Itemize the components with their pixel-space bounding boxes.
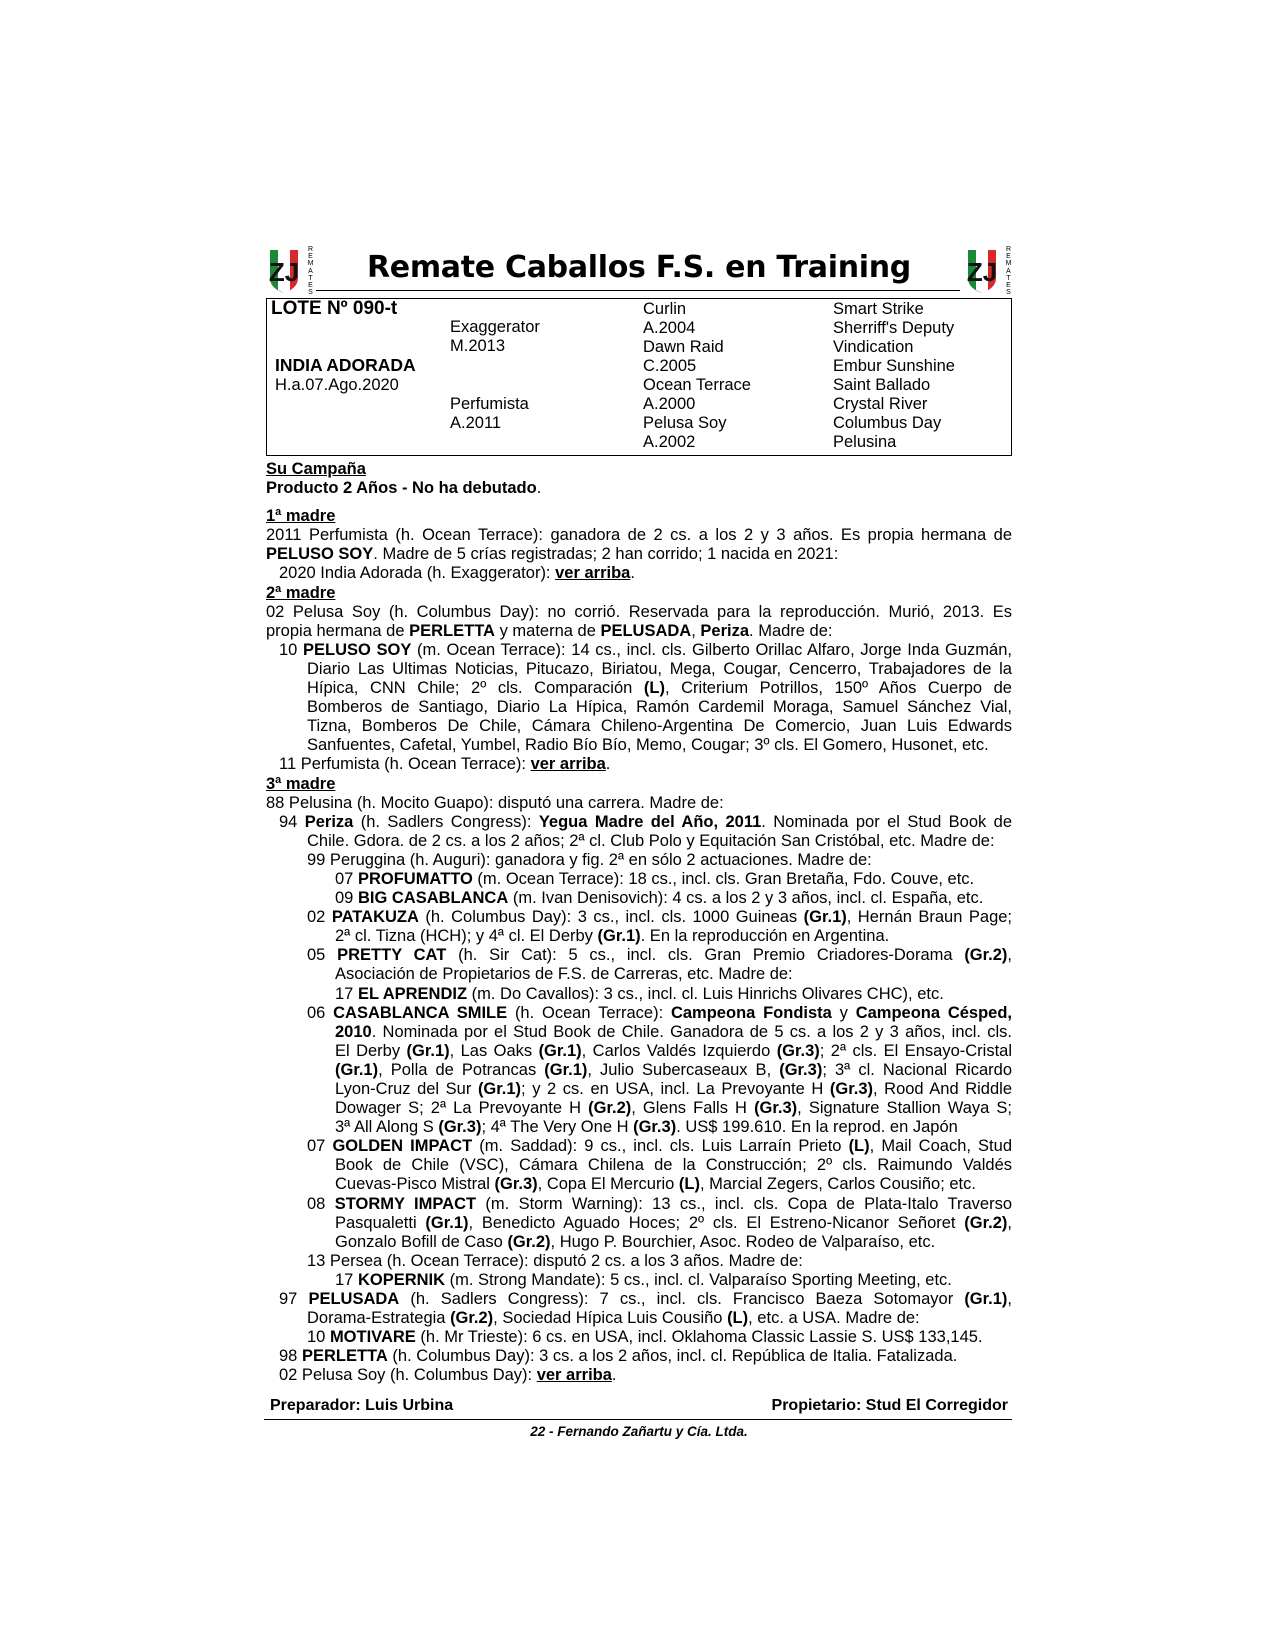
lot-description: Su Campaña Producto 2 Años - No ha debutado. 1ª madre 2011 Perfumista (h. Ocean Terrace): ganadora de 2 cs. a los 2 y 3 años. Es propia hermana de PELUSO SOY. Madre de 5 crías registradas; 2 han corrido; 1 nacida en 2021: 2020 India Adorada (h. Exaggerator): ver arriba. 2ª madre 02 Pelusa Soy (h. Columbus Day): no corrió. Reservada para la reproducción. Murió, 2013. Es propia hermana de PERLETTA y materna de PELUSADA, Periza. Madre de: 10 PELUSO SOY (m. Ocean Terrace): 14 cs., incl. cls. Gilberto Orillac Alfaro, Jorge Inda Guzmán, Diario Las Ultimas Noticias, Pitucazo, Biriatou, Mega, Cougar, Cencerro, Trabajadores de la Hípica, CNN Chile; 2º cls. Comparación (L), Criterium Potrillos, 150º Años Cuerpo de Bomberos de Santiago, Diario La Hípica, Ramón Cardemil Moraga, Samuel Sánchez Vial, Tizna, Bomberos De Chile, Cámara Chileno-Argentina De Comercio, Juan Luis Edwards Sanfuentes, Cafetal, Yumbel, Radio Bío Bío, Memo, Cougar; 3º cls. El Gomero, Husonet, etc. 11 Perfumista (h. Ocean Terrace): ver arriba. 3ª madre 88 Pelusina (h. Mocito Guapo): disputó una carrera. Madre de: 94 Periza (h. Sadlers Congress): Yegua Madre del Año, 2011. Nominada por el Stud Book de Chile. Gdora. de 2 cs. a los 2 años; 2ª cl. Club Polo y Equitación San Cristóbal, etc. Madre de: 99 Peruggina (h. Auguri): ganadora y fig. 2ª en sólo 2 actuaciones. Madre de: 07 PROFUMATTO (m. Ocean Terrace): 18 cs., incl. cls. Gran Bretaña, Fdo. Couve, etc. 09 BIG CASABLANCA (m. Ivan Denisovich): 4 cs. a los 2 y 3 años, incl. cl. España, etc. 02 PATAKUZA (h. Columbus Day): 3 cs., incl. cls. 1000 Guineas (Gr.1), Hernán Braun Page; 2ª cl. Tizna (HCH); y 4ª cl. El Derby (Gr.1). En la reproducción en Argentina. 05 PRETTY CAT (h. Sir Cat): 5 cs., incl. cls. Gran Premio Criadores-Dorama (Gr.2), Asociación de Propietarios de F.S. de Carreras, etc. Madre de: 17 EL APRENDIZ (m. Do Cavallos): 3 cs., incl. cl. Luis Hinrichs Olivares CHC), etc. 06 CASABLANCA SMILE (h. Ocean Terrace): Campeona Fondista y Campeona Césped, 2010. Nominada por el Stud Book de Chile. Ganadora de 5 cs. a los 2 y 3 años, incl. cls. El Derby (Gr.1), Las Oaks (Gr.1), Carlos Valdés Izquierdo (Gr.3); 2ª cls. El Ensayo-Cristal (Gr.1), Polla de Potrancas (Gr.1), Julio Subercaseaux B, (Gr.3); 3ª cl. Nacional Ricardo Lyon-Cruz del Sur (Gr.1); y 2 cs. en USA, incl. La Prevoyante H (Gr.3), Rood And Riddle Dowager S; 2ª La Prevoyante H (Gr.2), Glens Falls H (Gr.3), Signature Stallion Waya S; 3ª All Along S (Gr.3); 4ª The Very One H (Gr.3). US$ 199.610. En la reprod. en Japón 07 GOLDEN IMPACT (m. Saddad): 9 cs., incl. cls. Luis Larraín Prieto (L), Mail Coach, Stud Book de Chile (VSC), Cámara Chilena de la Construcción; 2º cls. Raimundo Valdés Cuevas-Pisco Mistral (Gr.3), Copa El Mercurio (L), Marcial Zegers, Carlos Cousiño; etc. 08 STORMY IMPACT (m. Storm Warning): 13 cs., incl. cls. Copa de Plata-Italo Traverso Pasqualetti (Gr.1), Benedicto Aguado Hoces; 2º cls. El Estreno-Nicanor Señoret (Gr.2), Gonzalo Bofill de Caso (Gr.2), Hugo P. Bourchier, Asoc. Rodeo de Valparaíso, etc. 13 Persea (h. Ocean Terrace): disputó 2 cs. a los 3 años. Madre de: 17 KOPERNIK (m. Strong Mandate): 5 cs., incl. cl. Valparaíso Sporting Meeting, etc. 97 PELUSADA (h. Sadlers Congress): 7 cs., incl. cls. Francisco Baeza Sotomayor (Gr.1), Dorama-Estrategia (Gr.2), Sociedad Hípica Luis Cousiño (L), etc. a USA. Madre de: 10 MOTIVARE (h. Mr Trieste): 6 cs. en USA, incl. Oklahoma Classic Lassie S. US$ 133,145. 98 PERLETTA (h. Columbus Day): 3 cs. a los 2 años, incl. cl. República de Italia. Fatalizada. 02 Pelusa Soy (h. Columbus Day): ver arriba. — [266, 460, 1012, 1385]
gen2-item: C.2005 — [643, 357, 697, 375]
gen3-item: Columbus Day — [833, 414, 942, 432]
gen3-item: Vindication — [833, 338, 914, 356]
gen2-item: A.2000 — [643, 395, 696, 413]
logo-letters: ZJ — [268, 257, 300, 287]
footer-divider — [264, 1419, 1012, 1420]
gen2-item: Pelusa Soy — [643, 414, 727, 432]
trainer-label: Preparador: Luis Urbina — [270, 1397, 454, 1414]
pedigree-box — [266, 298, 1012, 456]
page-title: Remate Caballos F.S. en Training — [367, 250, 911, 285]
see-above-link[interactable]: ver arriba — [536, 1366, 612, 1385]
see-above-link[interactable]: ver arriba — [530, 755, 606, 774]
logo-letters: ZJ — [966, 257, 998, 287]
gen2-item: Ocean Terrace — [643, 376, 751, 394]
first-dam-text: 2011 Perfumista (h. Ocean Terrace): ganadora de 2 cs. a los 2 y 3 años. Es propia hermana de — [266, 526, 1012, 545]
zj-logo-icon — [962, 248, 1002, 294]
gen3-item: Sherriff's Deputy — [833, 319, 955, 337]
gen3-item: Smart Strike — [833, 300, 924, 318]
dam-name: Perfumista — [450, 395, 529, 413]
gen2-item: Curlin — [643, 300, 687, 318]
logo-side-text: R E M A T E S — [307, 246, 314, 297]
logo-side-text: R E M A T E S — [1005, 246, 1012, 297]
second-dam-text: 02 Pelusa Soy (h. Columbus Day): no corrió. Reservada para la reproducción. Murió, 2013. Es — [266, 602, 1012, 621]
sire-name: Exaggerator — [450, 318, 540, 336]
third-dam-heading: 3ª madre — [266, 774, 336, 793]
gen3-item: Crystal River — [833, 395, 928, 413]
gen2-item: A.2002 — [643, 433, 696, 451]
gen2-item: A.2004 — [643, 319, 696, 337]
gen2-item: Dawn Raid — [643, 338, 724, 356]
gen3-item: Embur Sunshine — [833, 357, 955, 375]
gen3-item: Saint Ballado — [833, 376, 931, 394]
gen3-item: Pelusina — [833, 433, 897, 451]
logo-right — [962, 246, 1014, 296]
dam-info: A.2011 — [450, 414, 502, 432]
lot-number: LOTE Nº 090-t — [271, 298, 398, 319]
owner-label: Propietario: Stud El Corregidor — [771, 1397, 1008, 1414]
logo-left — [264, 246, 316, 296]
horse-name: INDIA ADORADA — [275, 355, 416, 375]
campaign-heading: Su Campaña — [266, 460, 366, 478]
first-dam-heading: 1ª madre — [266, 507, 336, 526]
zj-logo-icon — [264, 248, 304, 294]
second-dam-heading: 2ª madre — [266, 583, 336, 602]
see-above-link[interactable]: ver arriba — [555, 564, 631, 583]
horse-info: H.a.07.Ago.2020 — [275, 376, 399, 394]
page-footer: 22 - Fernando Zañartu y Cía. Ltda. — [530, 1424, 748, 1439]
header-divider — [316, 290, 960, 291]
campaign-status: Producto 2 Años - No ha debutado — [266, 479, 537, 498]
sire-info: M.2013 — [450, 337, 506, 355]
